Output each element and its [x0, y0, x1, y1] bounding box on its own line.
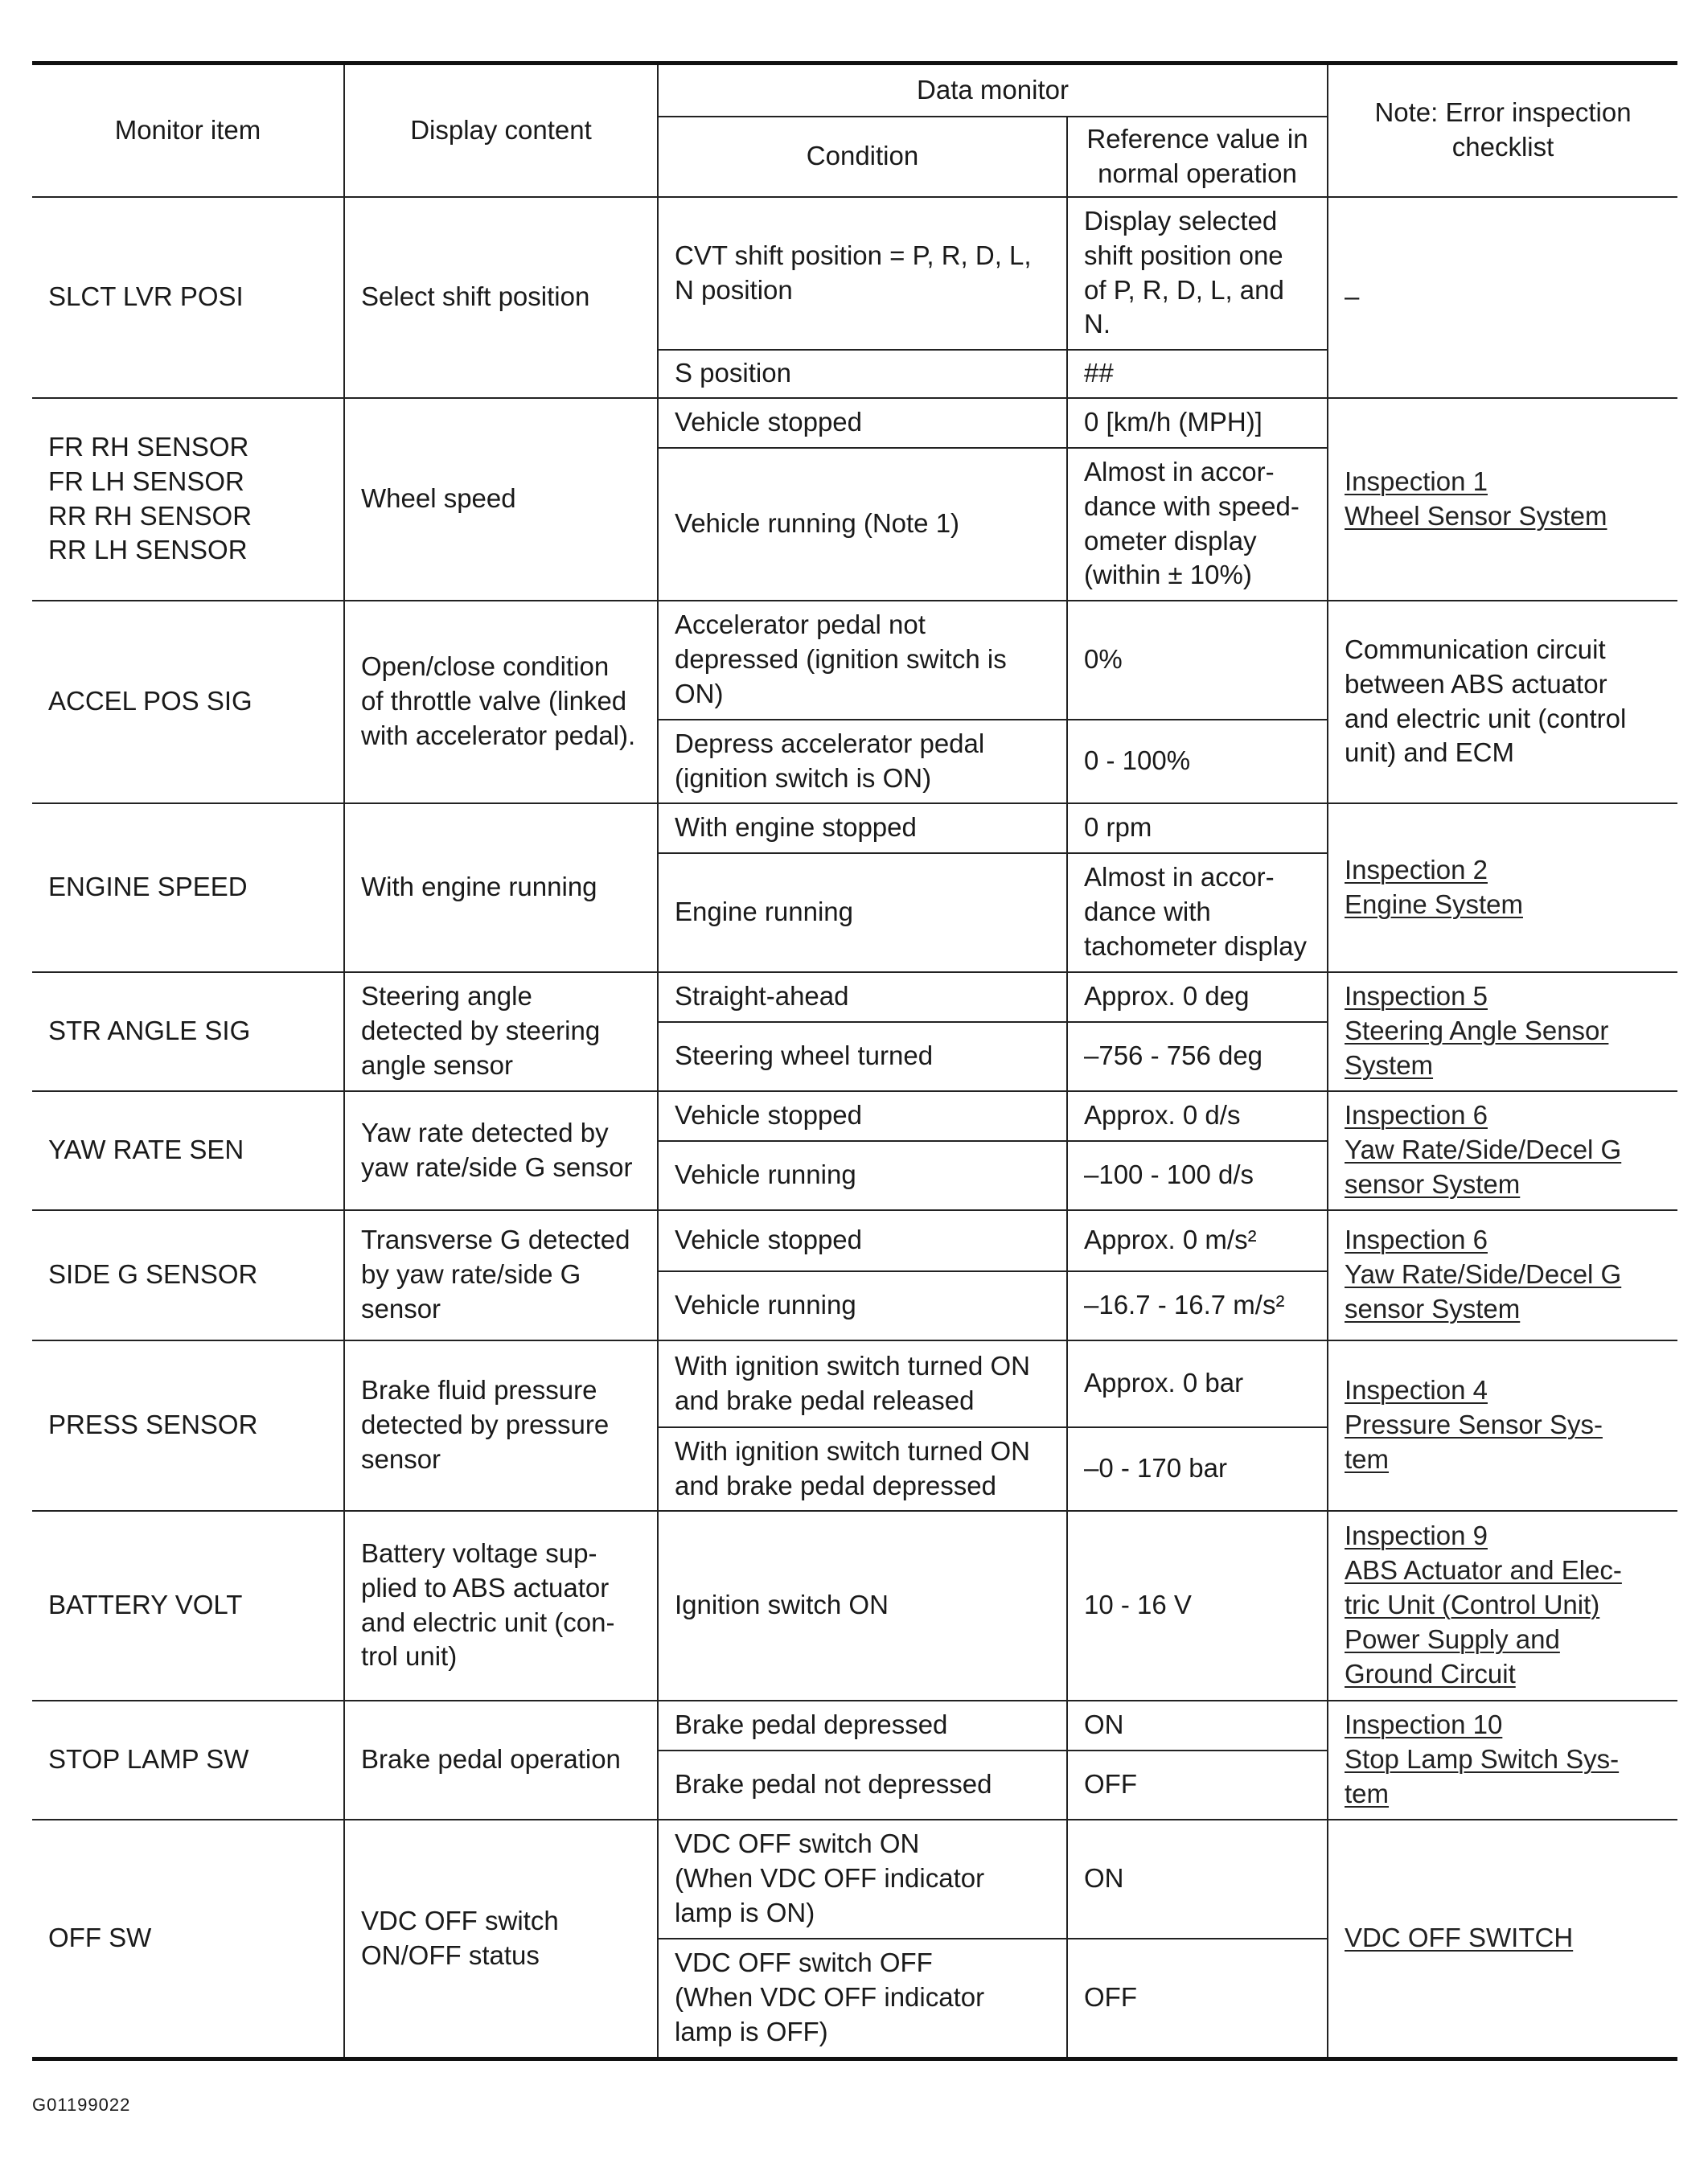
condition-cell: Brake pedal not depressed — [658, 1751, 1067, 1820]
condition-cell: Accelerator pedal not depressed (ignition switch is ON) — [658, 601, 1067, 720]
note-cell — [1328, 197, 1677, 398]
reference-value-cell: –100 - 100 d/s — [1067, 1141, 1328, 1210]
display-content-cell: Wheel speed — [344, 398, 658, 601]
note-cell — [1328, 972, 1677, 1091]
reference-value-cell: Approx. 0 bar — [1067, 1340, 1328, 1427]
display-content-cell: With engine running — [344, 803, 658, 972]
condition-cell: Vehicle stopped — [658, 398, 1067, 448]
inspection-link[interactable]: Inspection 6 Yaw Rate/Side/Decel G sensor System — [1345, 1100, 1622, 1199]
display-content-cell: Open/close condition of throttle valve (linked with accelerator pedal). — [344, 601, 658, 803]
reference-value-cell: 0 rpm — [1067, 803, 1328, 853]
monitor-item-cell: YAW RATE SEN — [32, 1091, 344, 1210]
table-row — [32, 398, 1677, 448]
reference-value-cell: Approx. 0 d/s — [1067, 1091, 1328, 1141]
table-row — [32, 1511, 1677, 1701]
condition-cell: S position — [658, 350, 1067, 398]
monitor-item-cell: OFF SW — [32, 1820, 344, 2059]
note-cell — [1328, 398, 1677, 601]
reference-value-cell: 10 - 16 V — [1067, 1511, 1328, 1701]
header-monitor-item: Monitor item — [32, 64, 344, 197]
reference-value-cell: OFF — [1067, 1939, 1328, 2059]
monitor-table-sheet — [32, 61, 1677, 2061]
display-content-cell: Brake pedal operation — [344, 1701, 658, 1820]
reference-value-cell: –756 - 756 deg — [1067, 1022, 1328, 1091]
reference-value-cell: 0 - 100% — [1067, 720, 1328, 803]
reference-value-cell: Almost in accor- dance with speed- ometer display (within ± 10%) — [1067, 448, 1328, 601]
monitor-item-cell: FR RH SENSOR FR LH SENSOR RR RH SENSOR RR LH SENSOR — [32, 398, 344, 601]
note-cell — [1328, 803, 1677, 972]
header-reference-value: Reference value in normal operation — [1067, 117, 1328, 197]
monitor-item-cell: BATTERY VOLT — [32, 1511, 344, 1701]
monitor-item-cell: SLCT LVR POSI — [32, 197, 344, 398]
table-row — [32, 1091, 1677, 1141]
header-data-monitor: Data monitor — [658, 64, 1328, 117]
condition-cell: With engine stopped — [658, 803, 1067, 853]
note-text: – — [1345, 281, 1360, 312]
display-content-cell: VDC OFF switch ON/OFF status — [344, 1820, 658, 2059]
display-content-cell: Yaw rate detected by yaw rate/side G sensor — [344, 1091, 658, 1210]
condition-cell: Vehicle stopped — [658, 1210, 1067, 1271]
inspection-link[interactable]: VDC OFF SWITCH — [1345, 1923, 1574, 1953]
table-row — [32, 197, 1677, 350]
condition-cell: With ignition switch turned ON and brake pedal depressed — [658, 1427, 1067, 1511]
reference-value-cell: Almost in accor- dance with tachometer display — [1067, 853, 1328, 972]
note-cell — [1328, 1701, 1677, 1820]
reference-value-cell: ## — [1067, 350, 1328, 398]
inspection-link[interactable]: Inspection 2 Engine System — [1345, 854, 1523, 919]
note-cell — [1328, 1340, 1677, 1511]
table-row — [32, 1820, 1677, 1939]
table-row — [32, 1340, 1677, 1427]
monitor-item-cell: STOP LAMP SW — [32, 1701, 344, 1820]
condition-cell: With ignition switch turned ON and brake pedal released — [658, 1340, 1067, 1427]
condition-cell: Brake pedal depressed — [658, 1701, 1067, 1751]
condition-cell: Vehicle running — [658, 1271, 1067, 1340]
display-content-cell: Transverse G detected by yaw rate/side G sensor — [344, 1210, 658, 1340]
table-row — [32, 1210, 1677, 1271]
condition-cell: Steering wheel turned — [658, 1022, 1067, 1091]
reference-value-cell: Approx. 0 deg — [1067, 972, 1328, 1022]
condition-cell: Vehicle running — [658, 1141, 1067, 1210]
inspection-link[interactable]: Inspection 1 Wheel Sensor System — [1345, 466, 1607, 531]
reference-value-cell: ON — [1067, 1701, 1328, 1751]
monitor-item-cell: SIDE G SENSOR — [32, 1210, 344, 1340]
figure-code: G01199022 — [32, 2095, 131, 2115]
note-cell — [1328, 1820, 1677, 2059]
condition-cell: Vehicle running (Note 1) — [658, 448, 1067, 601]
header-condition: Condition — [658, 117, 1067, 197]
condition-cell: Vehicle stopped — [658, 1091, 1067, 1141]
reference-value-cell: OFF — [1067, 1751, 1328, 1820]
inspection-link[interactable]: Inspection 4 Pressure Sensor Sys- tem — [1345, 1375, 1603, 1474]
monitor-item-cell: PRESS SENSOR — [32, 1340, 344, 1511]
table-row — [32, 972, 1677, 1022]
condition-cell: Depress accelerator pedal (ignition switch is ON) — [658, 720, 1067, 803]
inspection-link[interactable]: Inspection 10 Stop Lamp Switch Sys- tem — [1345, 1710, 1620, 1808]
display-content-cell: Brake fluid pressure detected by pressure sensor — [344, 1340, 658, 1511]
monitor-item-cell: STR ANGLE SIG — [32, 972, 344, 1091]
condition-cell: Straight-ahead — [658, 972, 1067, 1022]
reference-value-cell: Display selected shift position one of P, R, D, L, and N. — [1067, 197, 1328, 350]
reference-value-cell: 0 [km/h (MPH)] — [1067, 398, 1328, 448]
reference-value-cell: Approx. 0 m/s² — [1067, 1210, 1328, 1271]
inspection-link[interactable]: Inspection 9 ABS Actuator and Elec- tric Unit (Control Unit) Power Supply and Ground Circuit — [1345, 1521, 1622, 1689]
condition-cell: Ignition switch ON — [658, 1511, 1067, 1701]
reference-value-cell: –16.7 - 16.7 m/s² — [1067, 1271, 1328, 1340]
display-content-cell: Steering angle detected by steering angle sensor — [344, 972, 658, 1091]
display-content-cell: Battery voltage sup- plied to ABS actuator and electric unit (con- trol unit) — [344, 1511, 658, 1701]
table-body — [32, 197, 1677, 2059]
inspection-link[interactable]: Inspection 5 Steering Angle Sensor System — [1345, 981, 1609, 1080]
reference-value-cell: –0 - 170 bar — [1067, 1427, 1328, 1511]
note-cell — [1328, 601, 1677, 803]
note-cell — [1328, 1210, 1677, 1340]
condition-cell: VDC OFF switch ON (When VDC OFF indicator lamp is ON) — [658, 1820, 1067, 1939]
reference-value-cell: ON — [1067, 1820, 1328, 1939]
condition-cell: VDC OFF switch OFF (When VDC OFF indicator lamp is OFF) — [658, 1939, 1067, 2059]
display-content-cell: Select shift position — [344, 197, 658, 398]
data-monitor-table — [32, 61, 1677, 2061]
header-note: Note: Error inspection checklist — [1328, 64, 1677, 197]
note-cell — [1328, 1091, 1677, 1210]
condition-cell: Engine running — [658, 853, 1067, 972]
monitor-item-cell: ENGINE SPEED — [32, 803, 344, 972]
reference-value-cell: 0% — [1067, 601, 1328, 720]
note-text: Communication circuit between ABS actuator and electric unit (control unit) and ECM — [1345, 634, 1627, 768]
condition-cell: CVT shift position = P, R, D, L, N position — [658, 197, 1067, 350]
inspection-link[interactable]: Inspection 6 Yaw Rate/Side/Decel G sensor System — [1345, 1225, 1622, 1324]
note-cell — [1328, 1511, 1677, 1701]
header-display-content: Display content — [344, 64, 658, 197]
table-row — [32, 1701, 1677, 1751]
table-row — [32, 601, 1677, 720]
table-row — [32, 803, 1677, 853]
monitor-item-cell: ACCEL POS SIG — [32, 601, 344, 803]
